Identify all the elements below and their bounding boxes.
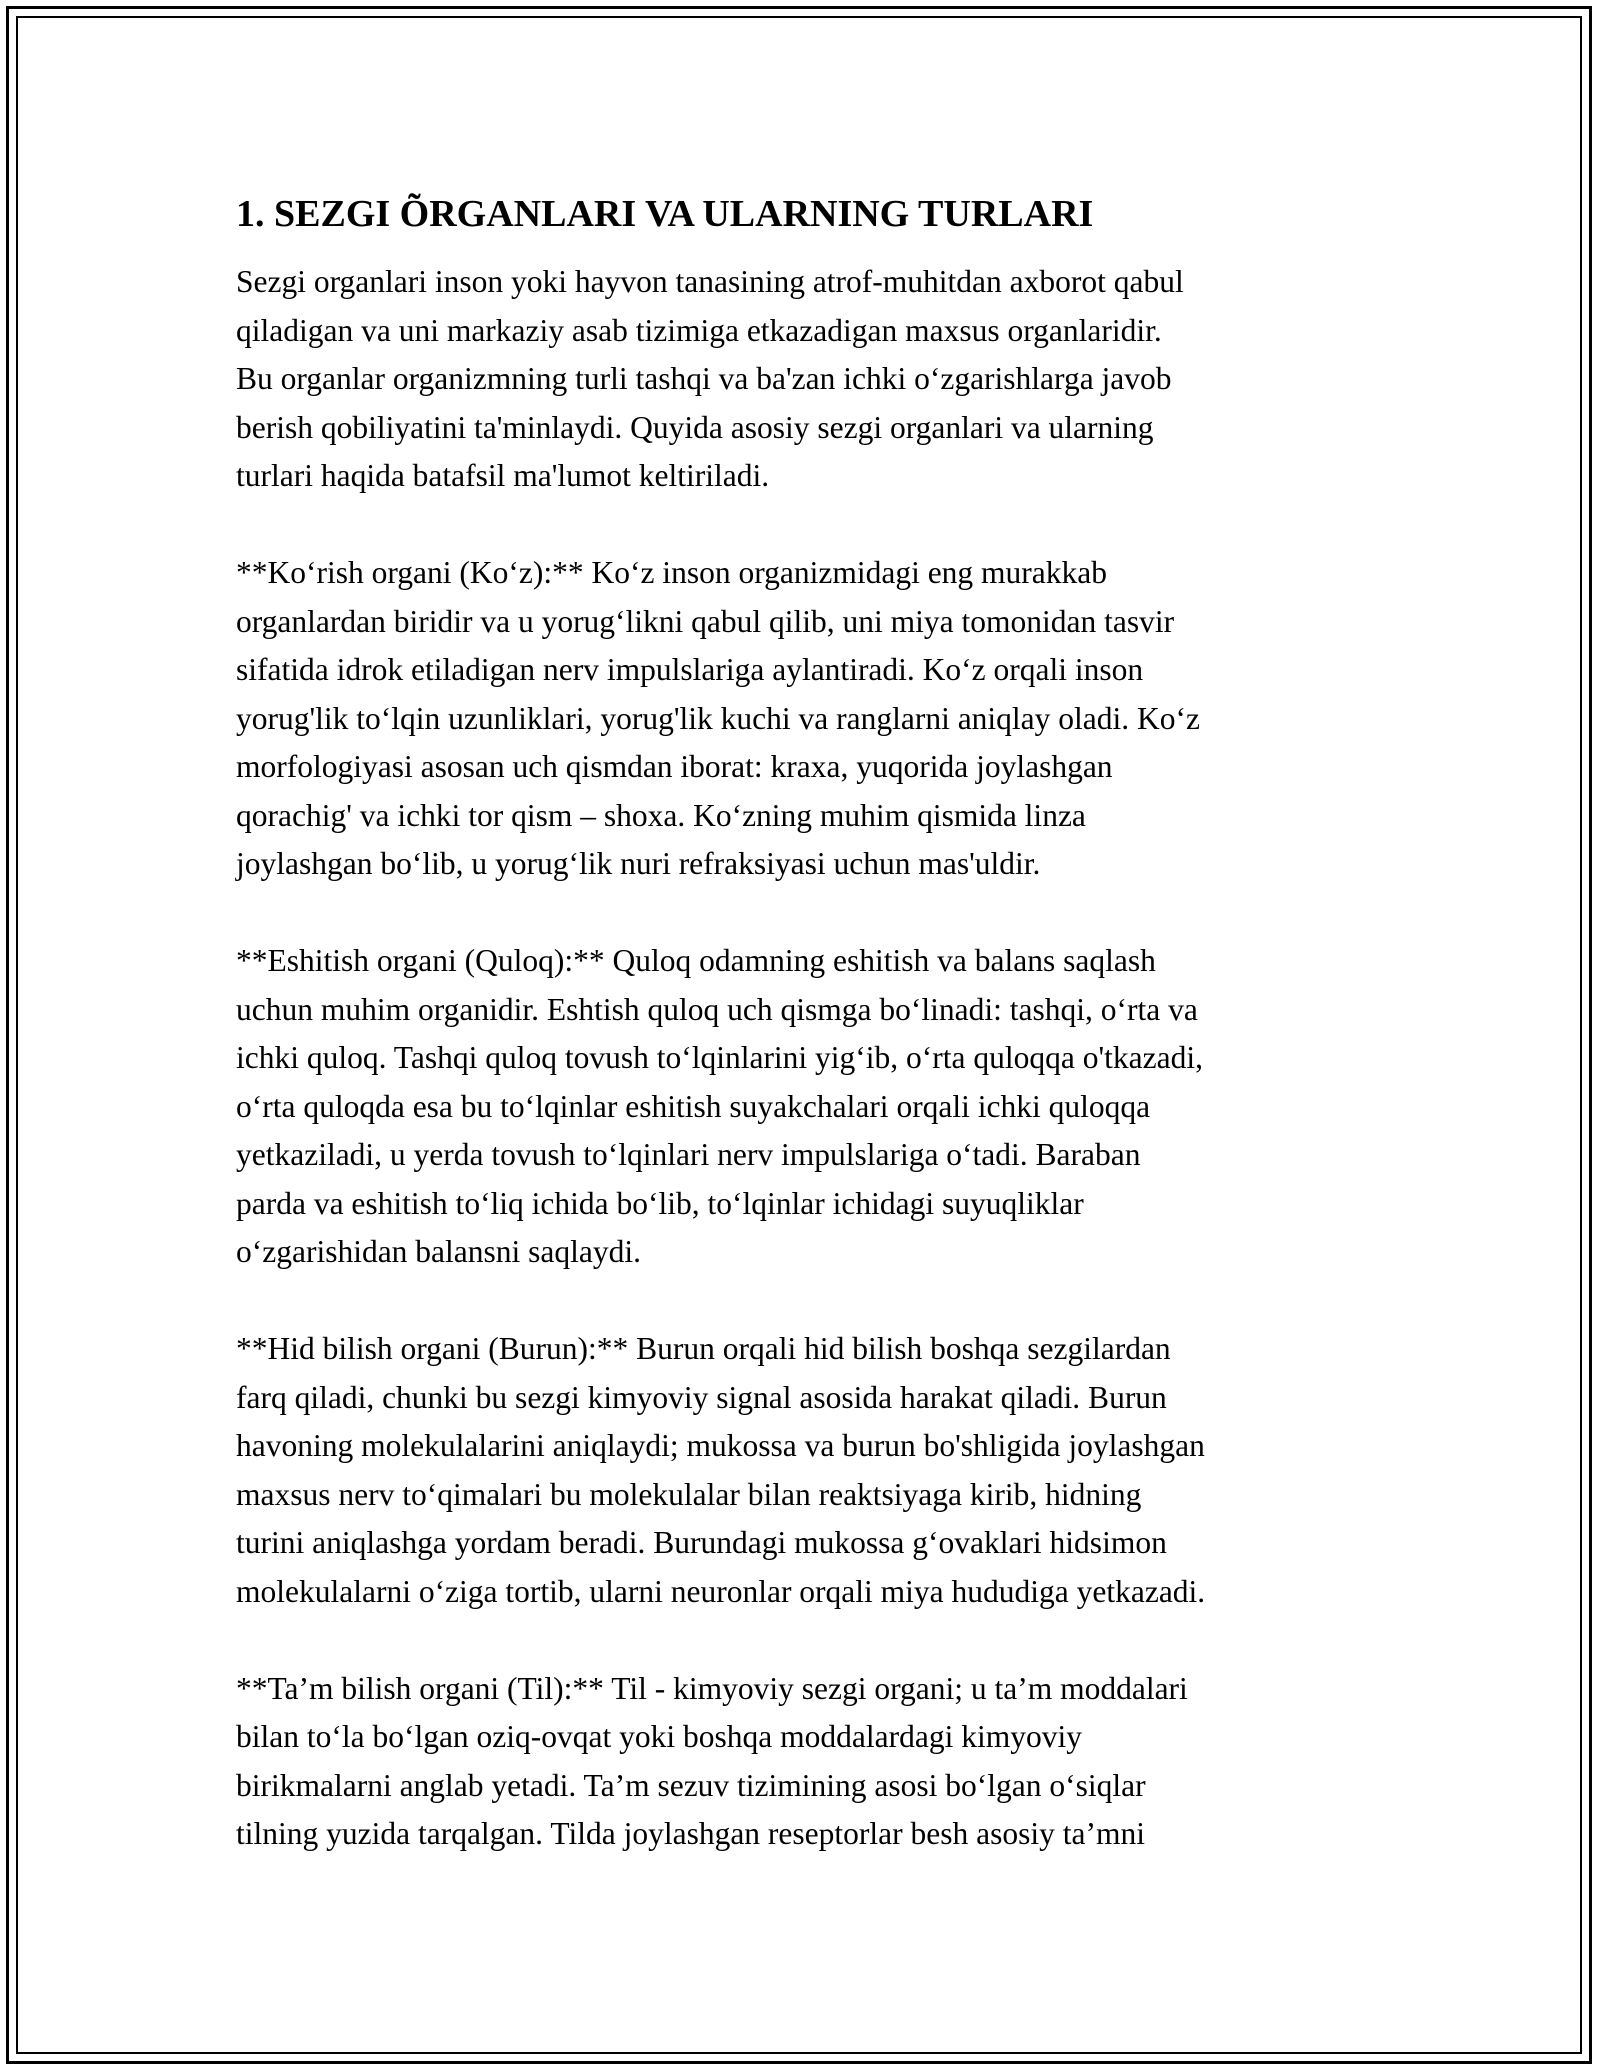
document-title: 1. SEZGI ÕRGANLARI VA ULARNING TURLARI bbox=[236, 193, 1094, 235]
paragraph-eye: **Ko‘rish organi (Ko‘z):** Ko‘z inson organizmidagi eng murakkab organlardan biridir va u yorug‘likni qabul qilib, uni miya tomonidan tasvir sifatida idrok etiladigan nerv impulslariga aylantiradi. Ko‘z orqali inson yorug'lik to‘lqin uzunliklari, yorug'lik kuchi va ranglarni aniqlay oladi. Ko‘z morfologiyasi asosan uch qismdan iborat: kraxa, yuqorida joylashgan qorachig' va ichki tor qism – shoxa. Ko‘zning muhim qismida linza joylashgan bo‘lib, u yorug‘lik nuri refraksiyasi uchun mas'uldir. bbox=[236, 555, 1200, 881]
paragraph-ear: **Eshitish organi (Quloq):** Quloq odamning eshitish va balans saqlash uchun muhim organidir. Eshtish quloq uch qismga bo‘linadi: tashqi, o‘rta va ichki quloq. Tashqi quloq tovush to‘lqinlarini yig‘ib, o‘rta quloqqa o'tkazadi, o‘rta quloqda esa bu to‘lqinlar eshitish suyakchalari orqali ichki quloqqa yetkaziladi, u yerda tovush to‘lqinlari nerv impulslariga o‘tadi. Baraban parda va eshitish to‘liq ichida bo‘lib, to‘lqinlar ichidagi suyuqliklar o‘zgarishidan balansni saqlaydi. bbox=[236, 943, 1203, 1269]
paragraph-introduction: Sezgi organlari inson yoki hayvon tanasining atrof-muhitdan axborot qabul qiladigan va uni markaziy asab tizimiga etkazadigan maxsus organlaridir. Bu organlar organizmning turli tashqi va ba'zan ichki o‘zgarishlarga javob berish qobiliyatini ta'minlaydi. Quyida asosiy sezgi organlari va ularning turlari haqida batafsil ma'lumot keltiriladi. bbox=[236, 264, 1184, 493]
paragraph-tongue: **Ta’m bilish organi (Til):** Til - kimyoviy sezgi organi; u ta’m moddalari bilan to‘la bo‘lgan oziq-ovqat yoki boshqa moddalardagi kimyoviy birikmalarni anglab yetadi. Ta’m sezuv tizimining asosi bo‘lgan o‘siqlar tilning yuzida tarqalgan. Tilda joylashgan reseptorlar besh asosiy ta’mni bbox=[236, 1670, 1188, 1851]
paragraph-nose: **Hid bilish organi (Burun):** Burun orqali hid bilish boshqa sezgilardan farq qiladi, chunki bu sezgi kimyoviy signal asosida harakat qiladi. Burun havoning molekulalarini aniqlaydi; mukossa va burun bo'shligida joylashgan maxsus nerv to‘qimalari bu molekulalar bilan reaktsiyaga kirib, hidning turini aniqlashga yordam beradi. Burundagi mukossa g‘ovaklari hidsimon molekulalarni o‘ziga tortib, ularni neuronlar orqali miya hududiga yetkazadi. bbox=[236, 1331, 1206, 1609]
document-body bbox=[236, 180, 1376, 1859]
